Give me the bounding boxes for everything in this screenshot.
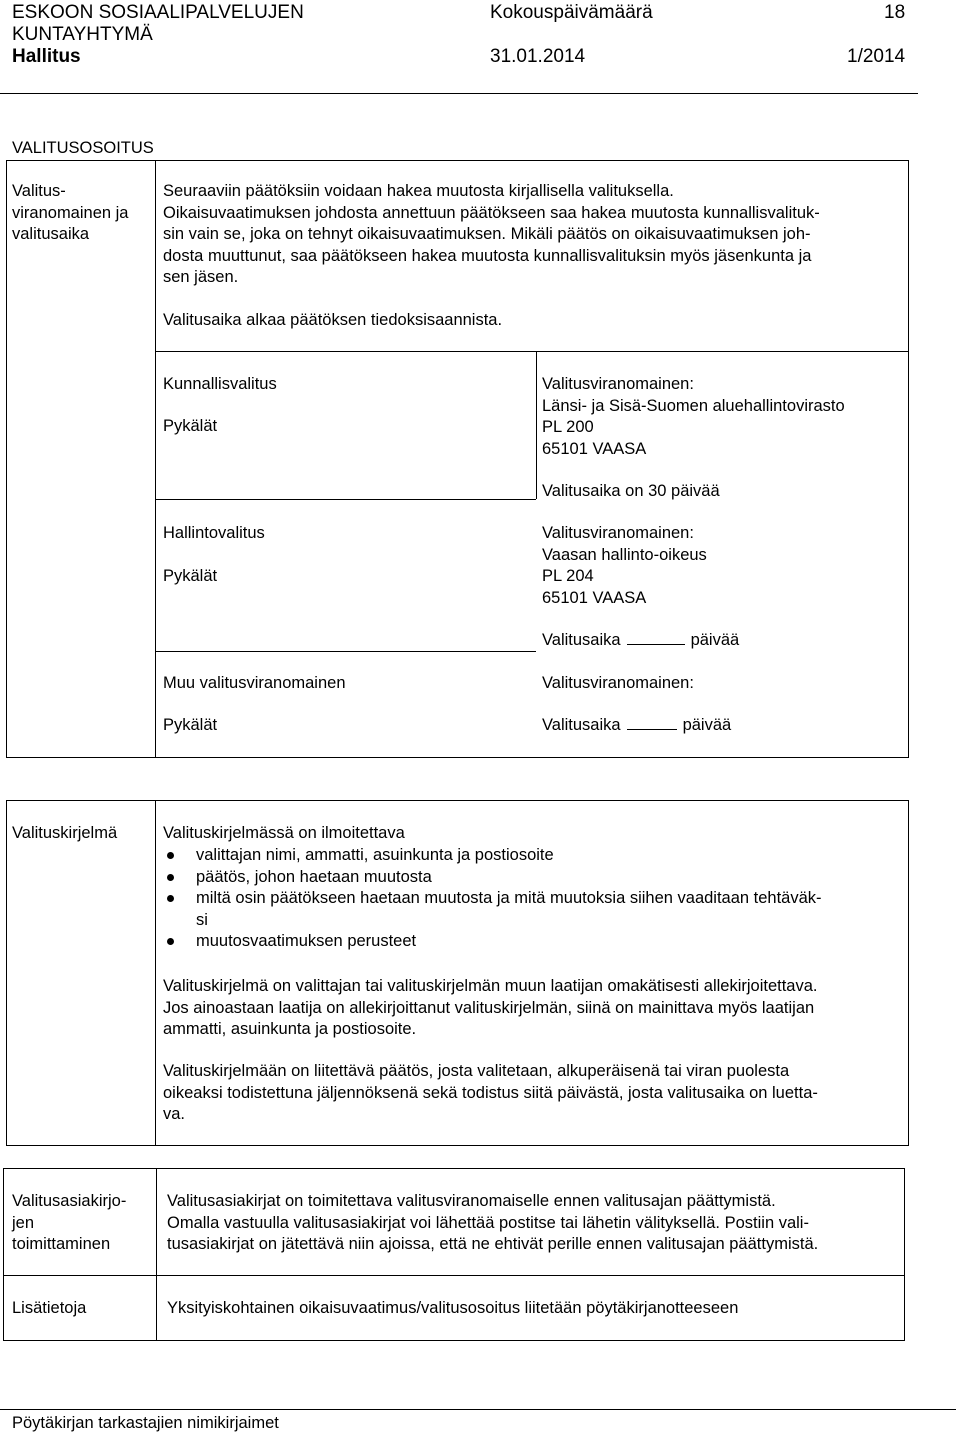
attachment-paragraph <box>163 1061 818 1126</box>
text-line: tusasiakirjat on jätettävä niin ajoissa, että ne ehtivät perille ennen valitusajan päättymistä. <box>167 1235 819 1253</box>
text-line: Jos ainoastaan laatija on allekirjoittanut valituskirjelmän, siinä on mainittava myös laatijan <box>163 998 815 1017</box>
list-item <box>163 888 822 931</box>
document-title: VALITUSOSOITUS <box>12 139 154 157</box>
footer-divider <box>0 1409 956 1410</box>
section3-label <box>12 1191 126 1256</box>
meeting-date-label: Kokouspäivämäärä <box>490 2 653 23</box>
section1-label-line: viranomainen ja <box>12 203 129 222</box>
section1-intro-paragraph <box>163 181 820 289</box>
page-number: 18 <box>884 2 906 23</box>
section1-label-line: valitusaika <box>12 225 90 243</box>
text-line: ammatti, asuinkunta ja postiosoite. <box>163 1020 417 1038</box>
appeal-type-kunnallisvalitus: Kunnallisvalitus <box>163 375 277 393</box>
text-line: Valituskirjelmä on valittajan tai valituskirjelmän muun laatijan omakätisesti allekirjoitettava. <box>163 977 818 995</box>
authority-label: Valitusviranomainen: <box>542 524 694 542</box>
section3-column-divider <box>156 1168 157 1276</box>
appeal-type-hallintovalitus: Hallintovalitus <box>163 524 265 542</box>
organization-name-line1: ESKOON SOSIAALIPALVELUJEN <box>12 2 304 23</box>
hallinto-deadline <box>542 630 739 652</box>
text-line: Omalla vastuulla valitusasiakirjat voi lähettää postitse tai lähetin välityksellä. Postiin vali- <box>167 1213 809 1232</box>
list-item: valittajan nimi, ammatti, asuinkunta ja postiosoite <box>163 845 822 867</box>
kunnallis-row-divider <box>155 499 536 500</box>
section2-column-divider <box>155 800 156 1146</box>
additional-info-text: Yksityiskohtainen oikaisuvaatimus/valitusosoitus liitetään pöytäkirjanotteeseen <box>167 1299 739 1317</box>
section4-column-divider <box>156 1275 157 1341</box>
authority-address-line: PL 204 <box>542 567 594 585</box>
organization-name-line2: KUNTAYHTYMÄ <box>12 24 153 45</box>
deadline-suffix: päivää <box>682 716 732 734</box>
submission-text <box>167 1191 818 1256</box>
section1-column-divider <box>155 160 156 758</box>
deadline-suffix: päivää <box>690 631 740 649</box>
authority-address-line: Länsi- ja Sisä-Suomen aluehallintovirasto <box>542 396 845 415</box>
list-item-line: miltä osin päätökseen haetaan muutosta ja mitä muutoksia siihen vaaditaan tehtäväk- <box>196 889 822 907</box>
meeting-date: 31.01.2014 <box>490 46 586 67</box>
list-item: muutosvaatimuksen perusteet <box>163 931 822 953</box>
text-line: Valitusasiakirjat on toimitettava valitusviranomaiselle ennen valitusajan päättymistä. <box>167 1192 776 1210</box>
appeal-period-start-text: Valitusaika alkaa päätöksen tiedoksisaannista. <box>163 311 503 329</box>
hallinto-authority <box>542 523 707 609</box>
pykalat-label: Pykälät <box>163 716 218 734</box>
authority-address-line: Vaasan hallinto-oikeus <box>542 545 707 564</box>
section2-label: Valituskirjelmä <box>12 824 118 842</box>
muu-deadline <box>542 715 731 737</box>
kunnallis-deadline: Valitusaika on 30 päivää <box>542 482 720 500</box>
pykalat-label: Pykälät <box>163 417 218 435</box>
text-line: Oikaisuvaatimuksen johdosta annettuun päätökseen saa hakea muutosta kunnallisvalituk- <box>163 203 820 222</box>
header-divider <box>0 93 918 94</box>
section1-label <box>12 181 128 246</box>
appeal-letter-intro: Valituskirjelmässä on ilmoitettava <box>163 824 405 842</box>
pykalat-label: Pykälät <box>163 567 218 585</box>
blank-days-field <box>627 630 685 645</box>
section1-label-line: Valitus- <box>12 182 66 200</box>
text-line: va. <box>163 1105 186 1123</box>
text-line: Valituskirjelmään on liitettävä päätös, josta valitetaan, alkuperäisenä tai viran puolesta <box>163 1062 790 1080</box>
text-line: oikeaksi todistettuna jäljennöksenä sekä todistus siitä päivästä, josta valitusaika on luetta- <box>163 1083 818 1102</box>
signature-paragraph <box>163 976 817 1041</box>
text-line: Seuraaviin päätöksiin voidaan hakea muutosta kirjallisella valituksella. <box>163 182 674 200</box>
page-reference: 1/2014 <box>847 46 906 67</box>
required-contents-list <box>163 845 822 953</box>
list-item: päätös, johon haetaan muutosta <box>163 867 822 889</box>
deadline-prefix: Valitusaika <box>542 631 621 649</box>
blank-days-field <box>627 715 677 730</box>
section3-label-line: Valitusasiakirjo- <box>12 1192 127 1210</box>
section3-label-line: toimittaminen <box>12 1235 111 1253</box>
deadline-prefix: Valitusaika <box>542 716 621 734</box>
footer-initials-label: Pöytäkirjan tarkastajien nimikirjaimet <box>12 1414 279 1432</box>
text-line: dosta muuttunut, saa päätökseen hakea muutosta kunnallisvalituksin myös jäsenkunta ja <box>163 246 812 265</box>
text-line: sen jäsen. <box>163 268 239 286</box>
body-name: Hallitus <box>12 46 81 67</box>
authority-address-line: 65101 VAASA <box>542 439 647 458</box>
kunnallis-authority <box>542 374 845 460</box>
text-line: sin vain se, joka on tehnyt oikaisuvaatimuksen. Mikäli päätös on oikaisuvaatimuksen joh- <box>163 225 811 243</box>
authority-address-line: 65101 VAASA <box>542 588 647 607</box>
section1-inner-divider <box>155 351 909 352</box>
section4-label: Lisätietoja <box>12 1299 87 1317</box>
authority-address-line: PL 200 <box>542 418 594 436</box>
section3-label-line: jen <box>12 1213 35 1232</box>
authority-label: Valitusviranomainen: <box>542 375 694 393</box>
appeal-type-muu: Muu valitusviranomainen <box>163 674 346 692</box>
kunnallis-column-divider <box>536 351 537 499</box>
list-item-line: si <box>196 910 208 929</box>
hallinto-row-divider <box>155 651 536 652</box>
authority-label: Valitusviranomainen: <box>542 674 694 692</box>
